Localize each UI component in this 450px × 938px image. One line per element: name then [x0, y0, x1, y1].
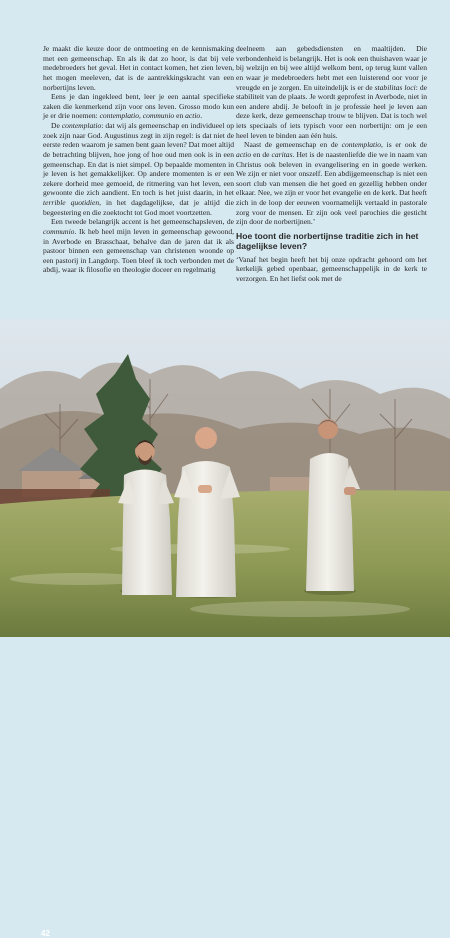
paragraph: De contemplatio: dat wij als gemeenschap en individueel op zoek zijn naar God. Augustinus zegt in zijn regel: is dat niet de eerste reden waarom je samen bent gaan leven? Dat moet altijd de betrachting blijven, hoe jong of hoe oud men ook is in een gemeenschap. En dat is niet simpel. Op bepaalde momenten in je leven is het gemakkelijker. Op andere momenten is er een zekere dorheid mee gemoeid, de ritmering van het leven, een gewoonte die zich aandient. En toch is het juist daarin, in het terrible quotidien, in het dagdagelijkse, dat je altijd die begeestering en die zoektocht tot God moet voortzetten. — [43, 121, 235, 217]
text-column-left — [43, 44, 234, 275]
paragraph: Je maakt die keuze door de ontmoeting en de kennismaking met een gemeenschap. En als ik dat zo hoor, is dat bij vele medebroeders het geval. Het in contact komen, het zien leven, het mogen meeleven, dat is de aantrekkingskracht van een norbertijns leven. — [43, 44, 234, 92]
paragraph: Naast de gemeenschap en de contemplatio, is er ook de actio en de caritas. Het is de naastenliefde die we in naam van Christus ook beleven in evangelisering en in goede werken. We zijn er niet voor onszelf. Een abdijgemeenschap is niet een soort club van mensen die het goed en gezellig hebben onder elkaar. Nee, we zijn er voor het evangelie en de kerk. Dat heeft zich in de loop der eeuwen voornamelijk vertaald in pastorale zorg voor de mensen. Er zijn ook veel parochies die gesticht zijn door de norbertijnen.’ — [236, 140, 427, 227]
interview-question-heading: Hoe toont die norbertijnse traditie zich in het dagelijkse leven? — [236, 230, 419, 252]
page-number: 42 — [41, 929, 50, 938]
paragraph: deelneem aan gebedsdiensten en maaltijden. Die verbondenheid is belangrijk. Het is ook een thuishaven waar je bij welzijn en bij wee altijd welkom bent, op terug kunt vallen en waar je medebroeders hebt met een luisterend oor voor je vreugde en je zorgen. En uiteindelijk is er de stabilitas loci: de stabiliteit van de plaats. Je wordt geprofest in Averbode, niet in een andere abdij. Je belooft in je professie heel je leven aan deze kerk, deze gemeenschap trouw te blijven. Dat is toch wel iets speciaals of iets typisch voor een norbertijn: om je een heel leven te binden aan één huis. — [236, 44, 427, 140]
paragraph: Een tweede belangrijk accent is het gemeenschapsleven, de communio. Ik heb heel mijn leven in gemeenschap gewoond, in Averbode en Brasschaat, behalve dan de jaren dat ik als pastoor binnen een gemeenschap van christenen woonde op een pastorij in Langdorp. Toen bleef ik toch verbonden met de abdij, waar ik filosofie en theologie doceer en regelmatig — [43, 217, 234, 275]
paragraph: Eens je dan ingekleed bent, leer je een aantal specifieke zaken die kenmerkend zijn voor ons leven. Grosso modo kun je er drie noemen: contemplatio, communio en actio. — [43, 92, 234, 121]
paragraph: ‘Vanaf het begin heeft het bij onze opdracht gehoord om het kerkelijk gebed openbaar, gemeenschappelijk in de kerk te verzorgen. En het liefst ook met de — [236, 254, 427, 283]
photo-three-norbertines — [0, 319, 450, 938]
text-column-right — [236, 44, 427, 284]
